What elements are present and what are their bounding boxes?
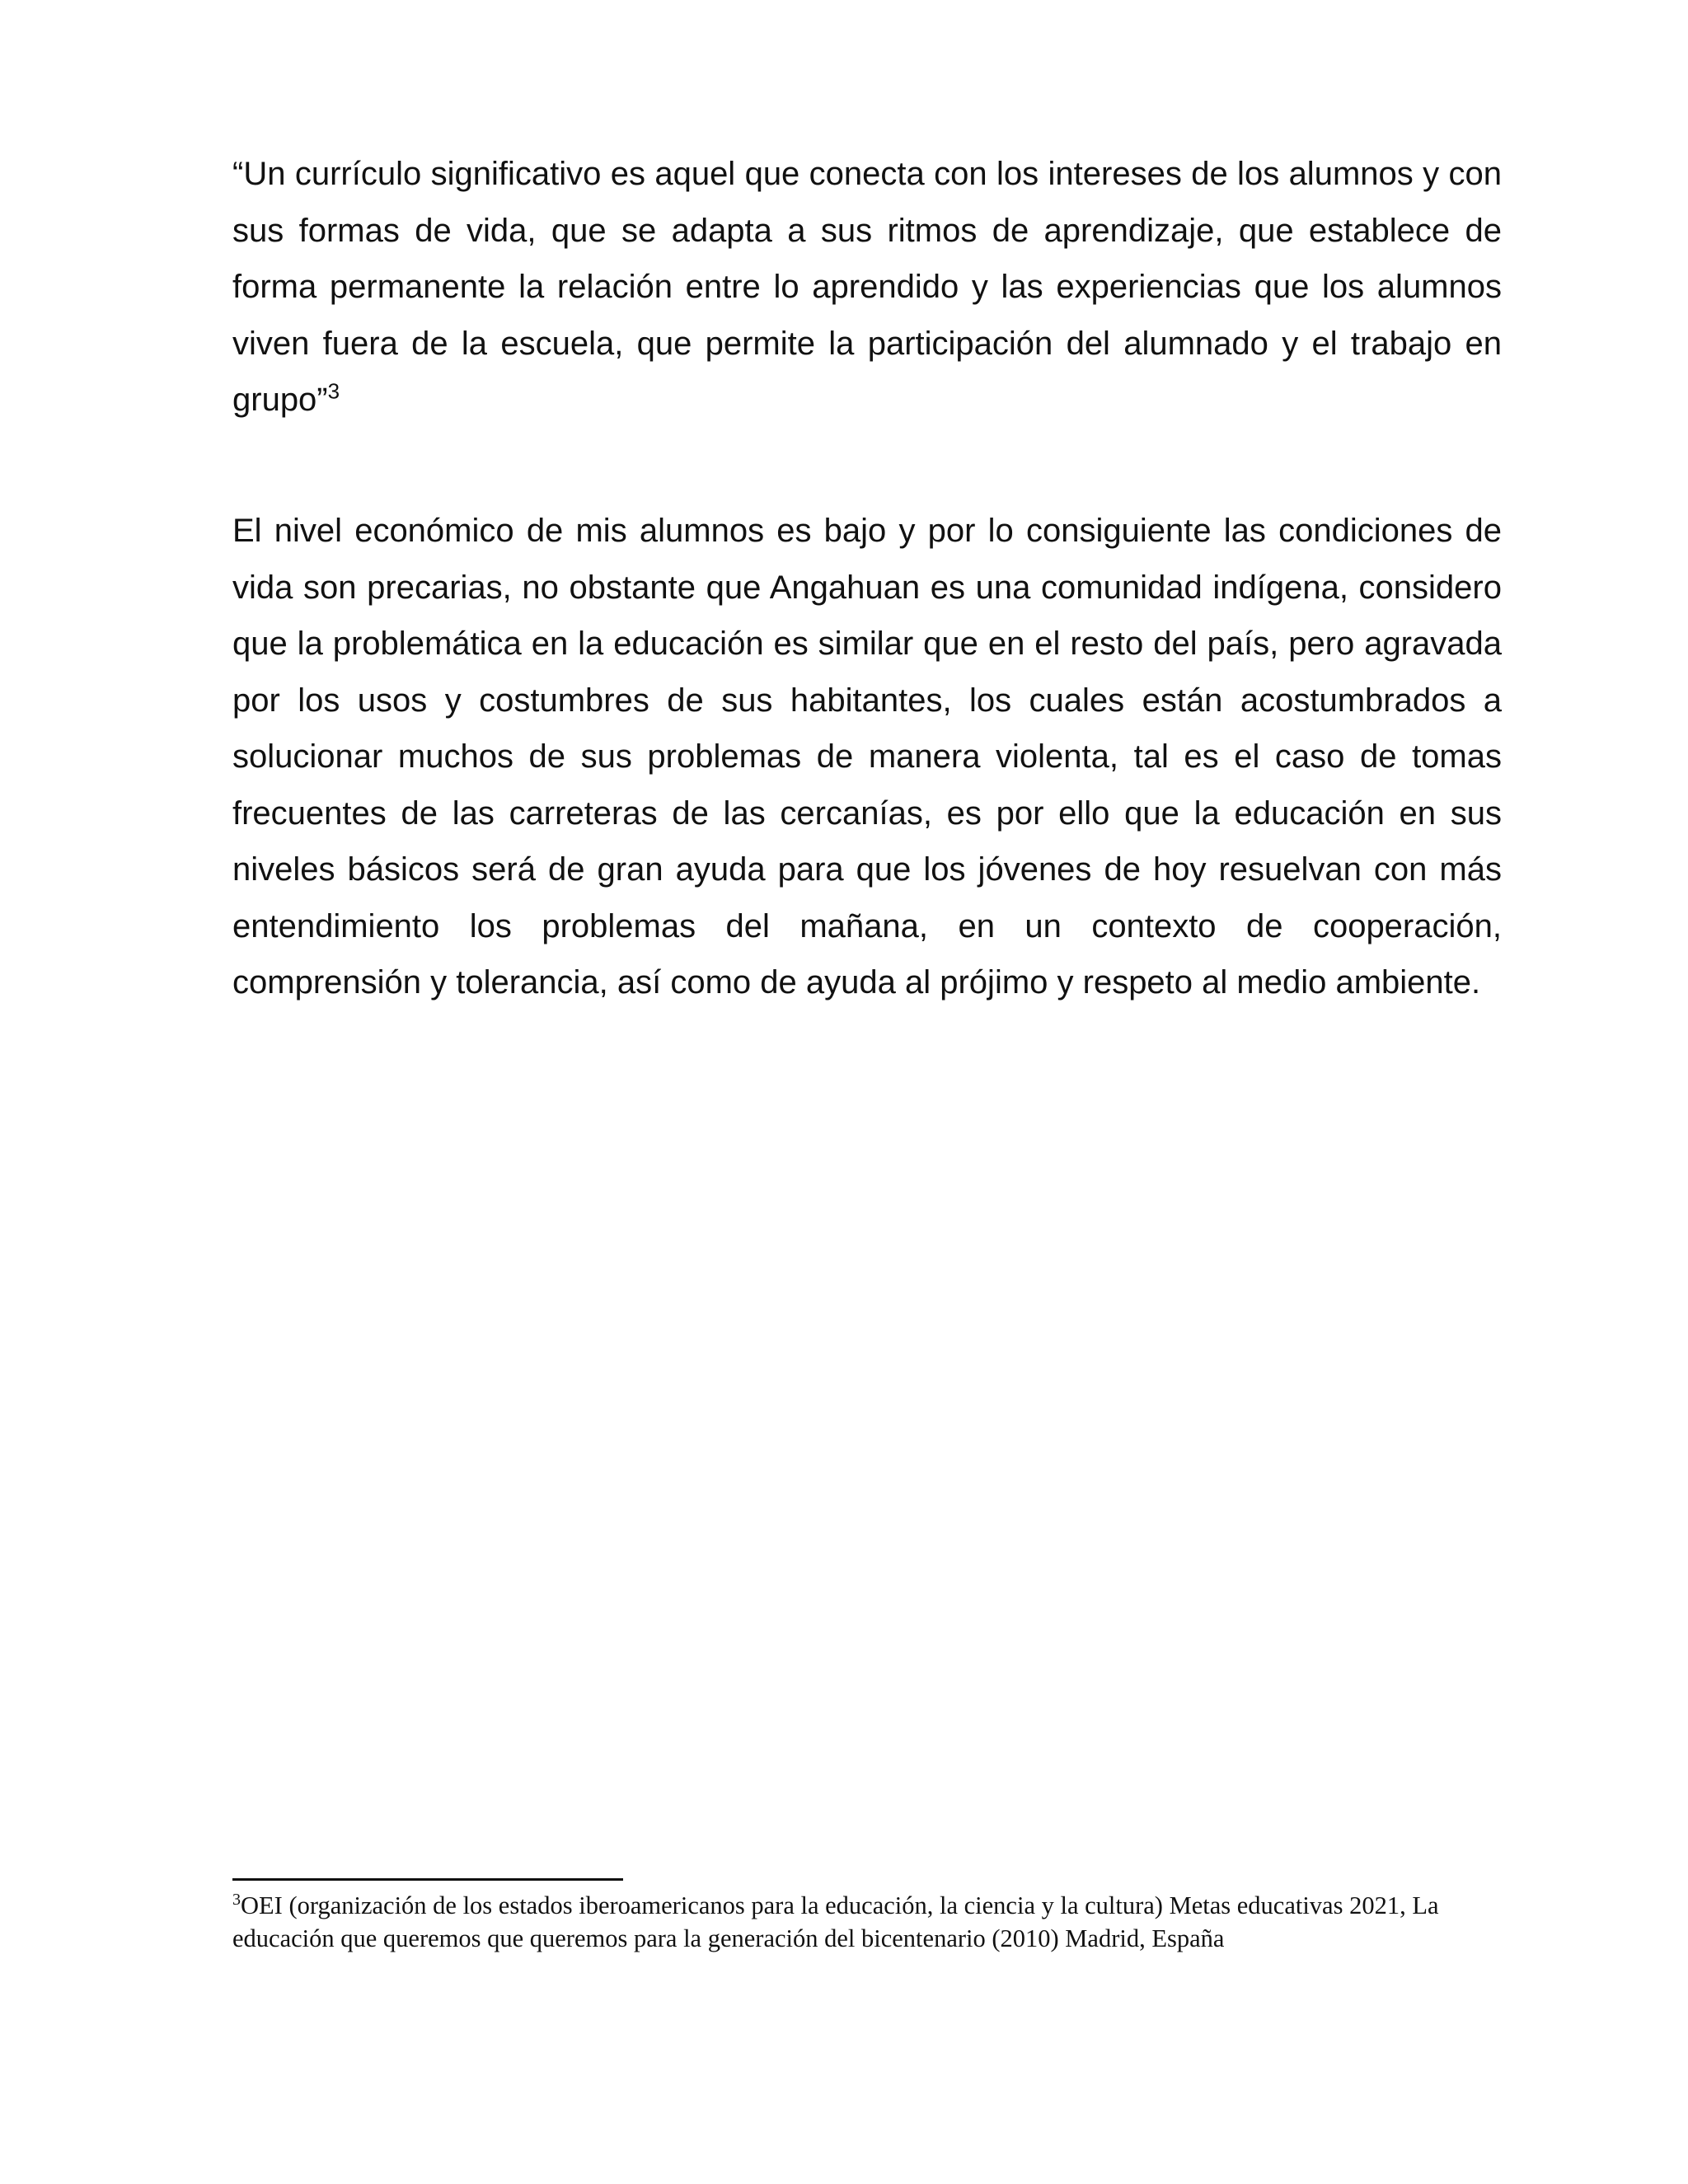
footnote-reference[interactable]: 3 [327,378,340,404]
footnote-separator [232,1878,623,1881]
quote-text: “Un currículo significativo es aquel que conecta con los intereses de los alumnos y con sus formas de vida, que se adapta a sus ritmos de aprendizaje, que establece de forma permanente la relación entre lo aprendido y las experiencias que los alumnos viven fuera de la escuela, que permite la participación del alumnado y el trabajo en grupo” [232,156,1502,418]
footnote-number: 3 [232,1890,241,1909]
footnote-text: OEI (organización de los estados iberoamericanos para la educación, la ciencia y la cultura) Metas educativas 2021, La educación que queremos que queremos para la generación del bicentenario (2010) Madrid, España [232,1891,1439,1952]
quote-paragraph [232,146,1502,429]
footnote [232,1889,1502,1955]
body-paragraph: El nivel económico de mis alumnos es bajo y por lo consiguiente las condiciones de vida son precarias, no obstante que Angahuan es una comunidad indígena, considero que la problemática en la educación es similar que en el resto del país, pero agravada por los usos y costumbres de sus habitantes, los cuales están acostumbrados a solucionar muchos de sus problemas de manera violenta, tal es el caso de tomas frecuentes de las carreteras de las cercanías, es por ello que la educación en sus niveles básicos será de gran ayuda para que los jóvenes de hoy resuelvan con más entendimiento los problemas del mañana, en un contexto de cooperación, comprensión y tolerancia, así como de ayuda al prójimo y respeto al medio ambiente. [232,513,1502,1001]
